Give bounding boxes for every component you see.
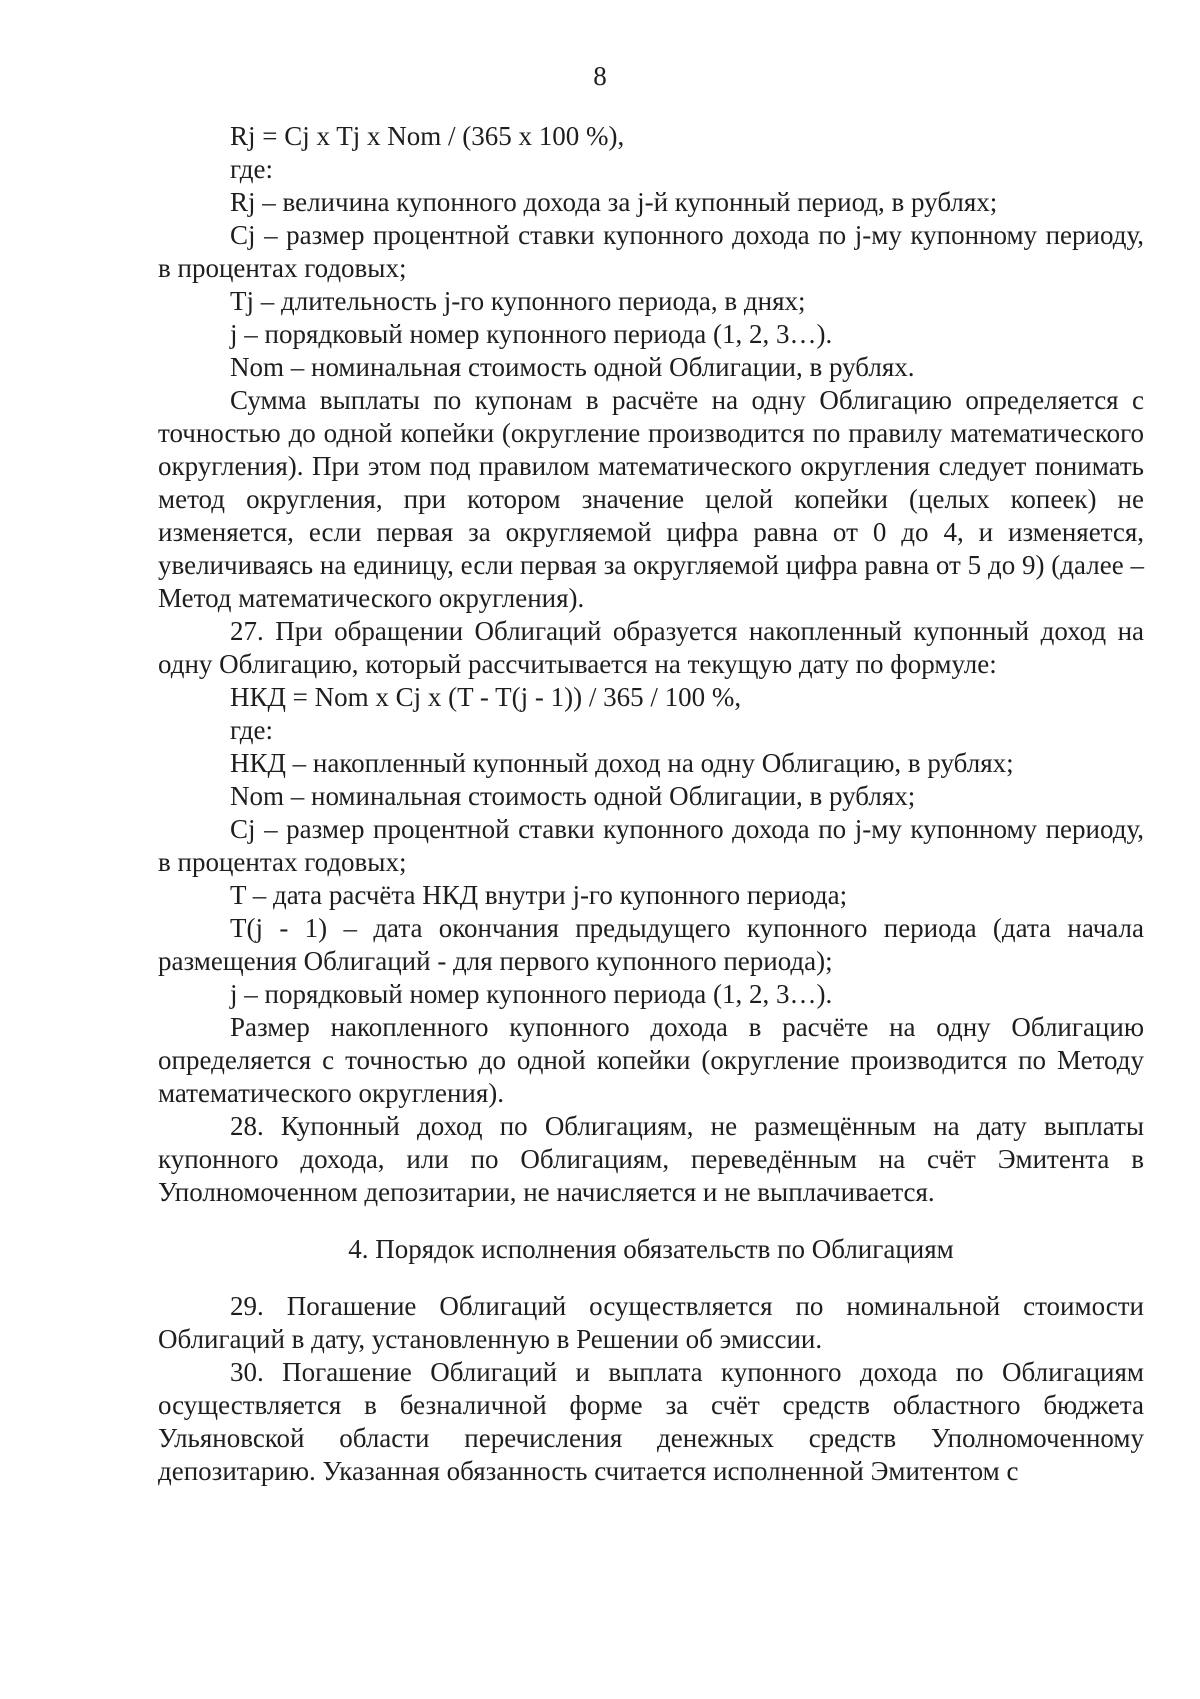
- paragraph: Tj – длительность j-го купонного периода, в днях;: [230, 286, 806, 316]
- paragraph: НКД – накопленный купонный доход на одну Облигацию, в рублях;: [230, 748, 1014, 778]
- paragraph: 30. Погашение Облигаций и выплата купонного дохода по Облигациям осуществляется в безналичной форме за счёт средств областного бюджета Ульяновской области перечисления денежных средств Уполномоченному депозитарию. Указанная обязанность считается исполненной Эмитентом с: [158, 1357, 1144, 1486]
- page-number: 8: [593, 61, 607, 91]
- paragraph: 29. Погашение Облигаций осуществляется по номинальной стоимости Облигаций в дату, установленную в Решении об эмиссии.: [158, 1291, 1144, 1354]
- paragraph: Сумма выплаты по купонам в расчёте на одну Облигацию определяется с точностью до одной копейки (округление производится по правилу математического округления). При этом под правилом математического округления следует понимать метод округления, при котором значение целой копейки (целых копеек) не изменяется, если первая за округляемой цифра равна от 0 до 4, и изменяется, увеличиваясь на единицу, если первая за округляемой цифра равна от 5 до 9) (далее – Метод математического округления).: [158, 385, 1144, 613]
- paragraph: где:: [230, 154, 273, 184]
- paragraph: Cj – размер процентной ставки купонного дохода по j-му купонному периоду, в процентах годовых;: [158, 220, 1144, 283]
- document-body: [158, 120, 1144, 1488]
- paragraph: НКД = Nom x Cj x (T - T(j - 1)) / 365 / 100 %,: [230, 682, 742, 712]
- section-heading: 4. Порядок исполнения обязательств по Облигациям: [348, 1234, 954, 1264]
- paragraph: где:: [230, 715, 273, 745]
- paragraph: 28. Купонный доход по Облигациям, не размещённым на дату выплаты купонного дохода, или по Облигациям, переведённым на счёт Эмитента в Уполномоченном депозитарии, не начисляется и не выплачивается.: [158, 1111, 1144, 1207]
- paragraph: 27. При обращении Облигаций образуется накопленный купонный доход на одну Облигацию, который рассчитывается на текущую дату по формуле:: [158, 616, 1144, 679]
- paragraph: Nom – номинальная стоимость одной Облигации, в рублях.: [230, 352, 915, 382]
- paragraph: Rj – величина купонного дохода за j-й купонный период, в рублях;: [230, 187, 998, 217]
- paragraph: Cj – размер процентной ставки купонного дохода по j-му купонному периоду, в процентах годовых;: [158, 814, 1144, 877]
- paragraph: Размер накопленного купонного дохода в расчёте на одну Облигацию определяется с точностью до одной копейки (округление производится по Методу математического округления).: [158, 1012, 1144, 1108]
- paragraph: T – дата расчёта НКД внутри j-го купонного периода;: [230, 880, 848, 910]
- paragraph: Nom – номинальная стоимость одной Облигации, в рублях;: [230, 781, 916, 811]
- paragraph: T(j - 1) – дата окончания предыдущего купонного периода (дата начала размещения Облигаций - для первого купонного периода);: [158, 913, 1144, 976]
- paragraph: j – порядковый номер купонного периода (1, 2, 3…).: [230, 979, 833, 1009]
- paragraph: j – порядковый номер купонного периода (1, 2, 3…).: [230, 319, 833, 349]
- paragraph: Rj = Cj x Tj x Nom / (365 x 100 %),: [230, 121, 625, 151]
